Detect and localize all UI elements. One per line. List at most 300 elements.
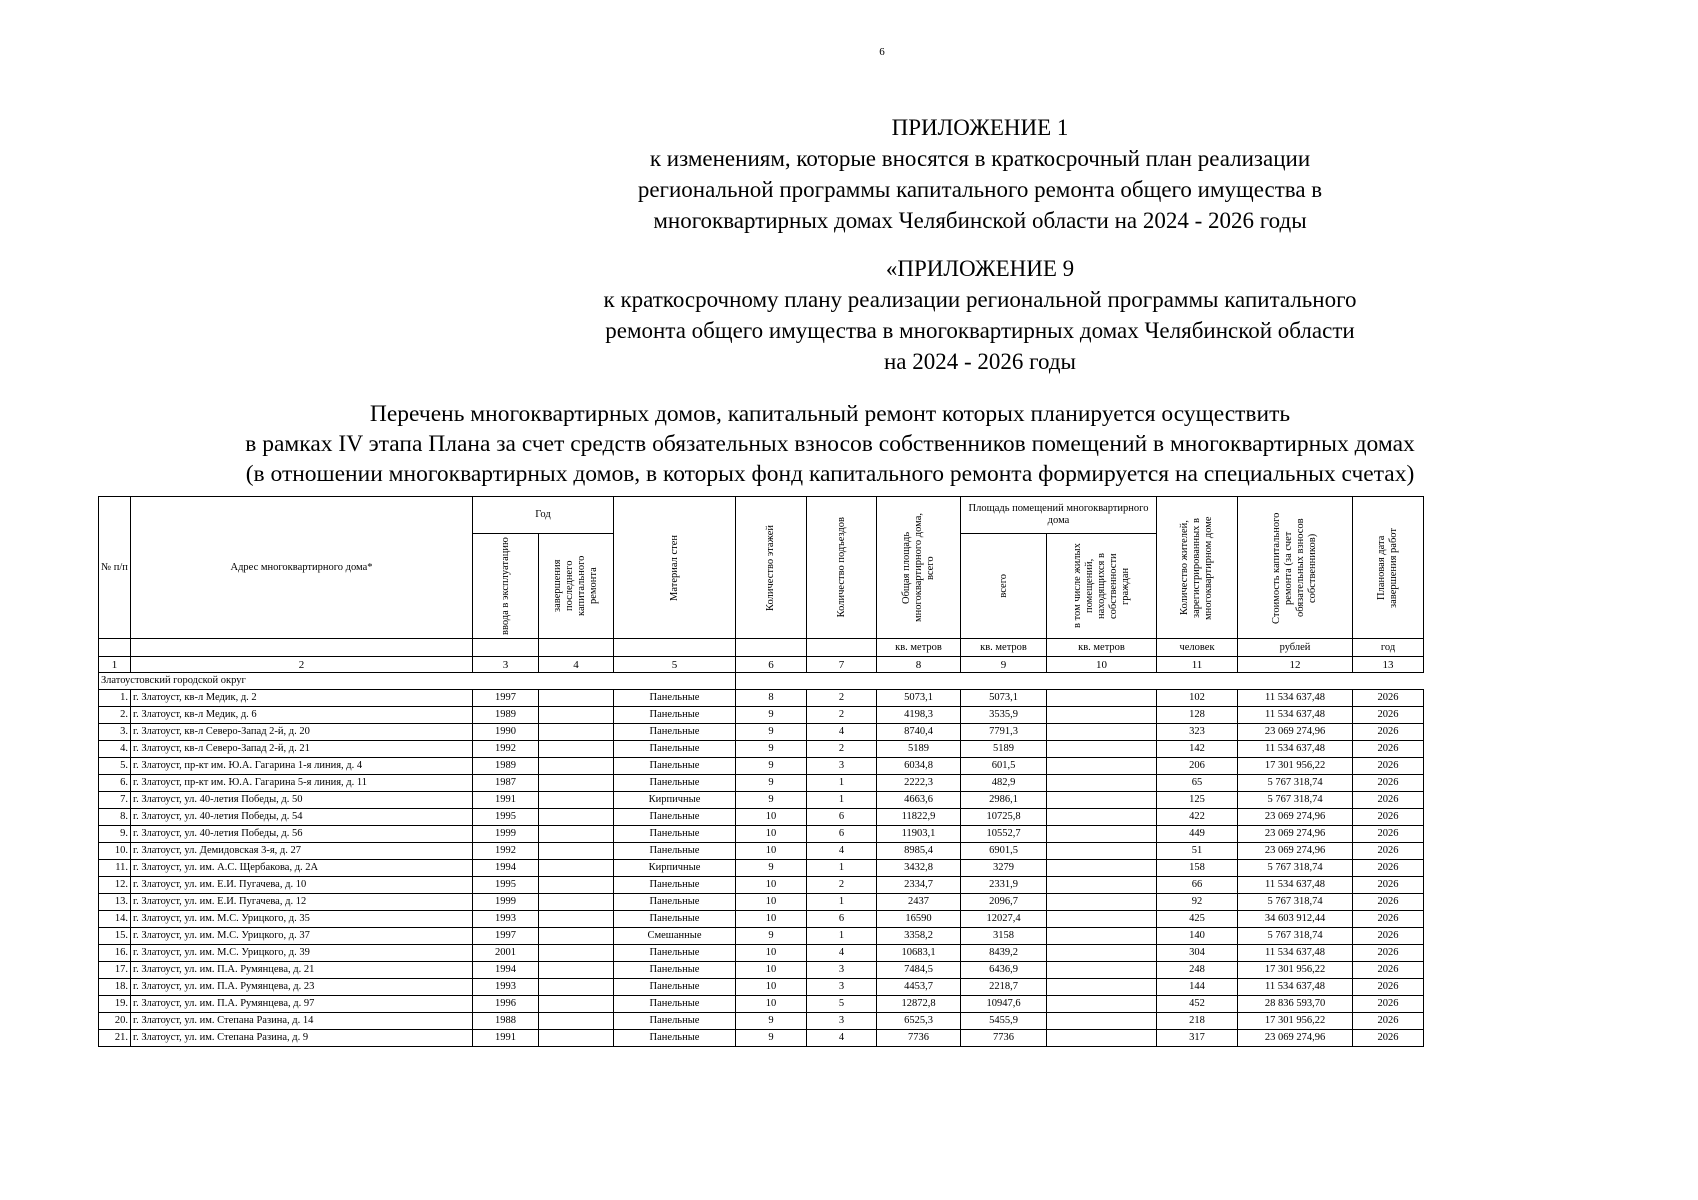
row-entrances: 4 [807,843,877,860]
row-address: г. Златоуст, кв-л Медик, д. 6 [131,707,473,724]
row-address: г. Златоуст, ул. им. П.А. Румянцева, д. 23 [131,979,473,996]
row-year-commission: 1997 [473,690,539,707]
row-floors: 9 [736,758,807,775]
column-number: 9 [961,657,1047,673]
table-row [99,826,1424,843]
row-residents: 425 [1157,911,1238,928]
row-address: г. Златоуст, кв-л Северо-Запад 2-й, д. 21 [131,741,473,758]
row-cost: 11 534 637,48 [1238,979,1353,996]
row-year-last-repair [539,843,614,860]
list-title [60,399,1600,489]
row-year-last-repair [539,945,614,962]
unit-cost: рублей [1238,639,1353,657]
unit-premises-citizens: кв. метров [1047,639,1157,657]
row-premises-citizens [1047,1013,1157,1030]
row-completion-year: 2026 [1353,826,1424,843]
row-completion-year: 2026 [1353,911,1424,928]
row-premises-citizens [1047,928,1157,945]
column-number: 11 [1157,657,1238,673]
row-number: 2. [99,707,131,724]
row-total-area: 5073,1 [877,690,961,707]
houses-table [98,496,1424,1047]
row-cost: 5 767 318,74 [1238,792,1353,809]
row-premises-citizens [1047,724,1157,741]
row-number: 9. [99,826,131,843]
row-completion-year: 2026 [1353,843,1424,860]
row-wall-material: Панельные [614,826,736,843]
row-address: г. Златоуст, ул. 40-летия Победы, д. 54 [131,809,473,826]
unit-residents: человек [1157,639,1238,657]
row-address: г. Златоуст, ул. им. М.С. Урицкого, д. 35 [131,911,473,928]
row-year-commission: 1988 [473,1013,539,1030]
row-address: г. Златоуст, ул. им. П.А. Румянцева, д. 21 [131,962,473,979]
row-residents: 248 [1157,962,1238,979]
header-premises-citizens-text: в том числе жилых помещений, находящихся в собственности граждан [1071,543,1131,629]
row-year-last-repair [539,826,614,843]
annex-1-line: региональной программы капитального ремонта общего имущества в [637,177,1323,202]
row-premises-citizens [1047,996,1157,1013]
row-year-commission: 1989 [473,707,539,724]
row-entrances: 6 [807,826,877,843]
row-premises-citizens [1047,945,1157,962]
row-wall-material: Панельные [614,707,736,724]
table-row [99,792,1424,809]
table-row [99,690,1424,707]
row-year-last-repair [539,792,614,809]
row-completion-year: 2026 [1353,775,1424,792]
row-wall-material: Панельные [614,843,736,860]
row-year-commission: 1994 [473,962,539,979]
row-residents: 66 [1157,877,1238,894]
row-premises-total: 7791,3 [961,724,1047,741]
table-row [99,996,1424,1013]
row-entrances: 6 [807,911,877,928]
row-year-last-repair [539,962,614,979]
table-row [99,707,1424,724]
row-floors: 10 [736,979,807,996]
row-premises-citizens [1047,894,1157,911]
row-entrances: 4 [807,724,877,741]
row-residents: 218 [1157,1013,1238,1030]
row-premises-citizens [1047,1030,1157,1047]
row-floors: 10 [736,996,807,1013]
row-wall-material: Панельные [614,945,736,962]
row-number: 1. [99,690,131,707]
column-numbers-row [99,657,1424,673]
column-number: 12 [1238,657,1353,673]
row-year-commission: 1999 [473,826,539,843]
row-entrances: 1 [807,894,877,911]
list-title-line: в рамках IV этапа Плана за счет средств обязательных взносов собственников помещений в многоквартирных домах [245,431,1415,457]
row-floors: 10 [736,911,807,928]
row-year-last-repair [539,860,614,877]
row-year-commission: 1992 [473,843,539,860]
row-completion-year: 2026 [1353,996,1424,1013]
row-premises-total: 6901,5 [961,843,1047,860]
row-completion-year: 2026 [1353,792,1424,809]
header-floors [736,497,807,639]
row-floors: 9 [736,1030,807,1047]
row-premises-citizens [1047,758,1157,775]
row-cost: 11 534 637,48 [1238,690,1353,707]
header-address: Адрес многоквартирного дома* [131,497,473,639]
row-premises-total: 3158 [961,928,1047,945]
row-floors: 9 [736,724,807,741]
list-title-line: Перечень многоквартирных домов, капитальный ремонт которых планируется осуществить [369,401,1291,427]
header-num: № п/п [99,497,131,639]
row-cost: 23 069 274,96 [1238,843,1353,860]
header-premises-group-text: Площадь помещений многоквартирного дома [968,503,1149,526]
annex-9-title: «ПРИЛОЖЕНИЕ 9 [885,256,1075,281]
row-premises-total: 2218,7 [961,979,1047,996]
table-row [99,843,1424,860]
row-number: 18. [99,979,131,996]
row-premises-total: 3279 [961,860,1047,877]
row-year-last-repair [539,758,614,775]
row-total-area: 8740,4 [877,724,961,741]
row-number: 6. [99,775,131,792]
row-premises-citizens [1047,707,1157,724]
table-row [99,979,1424,996]
row-floors: 10 [736,843,807,860]
row-cost: 28 836 593,70 [1238,996,1353,1013]
row-cost: 23 069 274,96 [1238,809,1353,826]
table-row [99,911,1424,928]
header-residents [1157,497,1238,639]
row-year-last-repair [539,996,614,1013]
row-wall-material: Панельные [614,1030,736,1047]
row-entrances: 2 [807,741,877,758]
row-wall-material: Панельные [614,775,736,792]
row-entrances: 1 [807,775,877,792]
table-row [99,724,1424,741]
row-number: 3. [99,724,131,741]
region-row [99,673,1424,690]
row-premises-total: 5455,9 [961,1013,1047,1030]
row-floors: 10 [736,894,807,911]
table-row [99,877,1424,894]
row-year-last-repair [539,928,614,945]
row-completion-year: 2026 [1353,741,1424,758]
table-row [99,741,1424,758]
row-premises-total: 10947,6 [961,996,1047,1013]
row-year-last-repair [539,724,614,741]
table-row [99,962,1424,979]
row-wall-material: Панельные [614,758,736,775]
row-premises-total: 482,9 [961,775,1047,792]
row-total-area: 5189 [877,741,961,758]
row-residents: 304 [1157,945,1238,962]
row-residents: 158 [1157,860,1238,877]
header-year-group: Год [473,497,614,534]
column-number: 2 [131,657,473,673]
row-address: г. Златоуст, ул. им. Е.И. Пугачева, д. 12 [131,894,473,911]
row-number: 21. [99,1030,131,1047]
row-number: 11. [99,860,131,877]
header-premises-group [961,497,1157,534]
row-year-commission: 1993 [473,979,539,996]
header-premises-citizens [1047,534,1157,639]
row-premises-citizens [1047,690,1157,707]
row-address: г. Златоуст, ул. 40-летия Победы, д. 56 [131,826,473,843]
row-cost: 17 301 956,22 [1238,962,1353,979]
row-number: 7. [99,792,131,809]
row-year-last-repair [539,741,614,758]
row-residents: 128 [1157,707,1238,724]
row-total-area: 2437 [877,894,961,911]
row-number: 14. [99,911,131,928]
row-total-area: 2334,7 [877,877,961,894]
unit-premises-total: кв. метров [961,639,1047,657]
row-year-last-repair [539,1013,614,1030]
row-premises-citizens [1047,809,1157,826]
row-floors: 8 [736,690,807,707]
row-residents: 144 [1157,979,1238,996]
column-number: 1 [99,657,131,673]
row-number: 15. [99,928,131,945]
row-number: 8. [99,809,131,826]
annex-1-title: ПРИЛОЖЕНИЕ 1 [891,115,1069,140]
row-floors: 9 [736,707,807,724]
row-number: 10. [99,843,131,860]
row-premises-citizens [1047,792,1157,809]
row-address: г. Златоуст, кв-л Северо-Запад 2-й, д. 20 [131,724,473,741]
row-address: г. Златоуст, ул. им. А.С. Щербакова, д. 2А [131,860,473,877]
row-year-last-repair [539,877,614,894]
annex-9-line: к краткосрочному плану реализации региональной программы капитального [603,287,1357,312]
row-premises-citizens [1047,775,1157,792]
table-row [99,860,1424,877]
row-total-area: 12872,8 [877,996,961,1013]
row-premises-citizens [1047,826,1157,843]
header-wall-material-text: Материал стен [668,534,680,601]
row-wall-material: Панельные [614,894,736,911]
row-wall-material: Смешанные [614,928,736,945]
row-completion-year: 2026 [1353,962,1424,979]
row-cost: 23 069 274,96 [1238,826,1353,843]
annex-9-block [540,253,1420,377]
row-residents: 102 [1157,690,1238,707]
header-year-last-repair [539,534,614,639]
annex-1-block [540,112,1420,236]
header-year-commission-text: ввода в эксплуатацию [499,537,511,635]
column-number: 10 [1047,657,1157,673]
header-premises-total-text: всего [997,574,1009,598]
row-completion-year: 2026 [1353,809,1424,826]
row-cost: 11 534 637,48 [1238,877,1353,894]
row-cost: 34 603 912,44 [1238,911,1353,928]
row-entrances: 3 [807,758,877,775]
row-address: г. Златоуст, пр-кт им. Ю.А. Гагарина 5-я линия, д. 11 [131,775,473,792]
row-wall-material: Панельные [614,962,736,979]
row-total-area: 7484,5 [877,962,961,979]
row-address: г. Златоуст, ул. им. П.А. Румянцева, д. 97 [131,996,473,1013]
table-row [99,894,1424,911]
row-year-commission: 1995 [473,809,539,826]
row-year-last-repair [539,1030,614,1047]
row-premises-total: 6436,9 [961,962,1047,979]
table-header [99,497,1424,673]
column-number: 8 [877,657,961,673]
row-floors: 9 [736,741,807,758]
row-cost: 23 069 274,96 [1238,1030,1353,1047]
header-year-commission [473,534,539,639]
row-total-area: 8985,4 [877,843,961,860]
row-total-area: 6525,3 [877,1013,961,1030]
table-row [99,775,1424,792]
row-entrances: 6 [807,809,877,826]
row-year-commission: 1991 [473,792,539,809]
row-completion-year: 2026 [1353,758,1424,775]
row-entrances: 4 [807,945,877,962]
units-row [99,639,1424,657]
row-total-area: 4663,6 [877,792,961,809]
row-entrances: 4 [807,1030,877,1047]
row-completion-year: 2026 [1353,945,1424,962]
column-number: 3 [473,657,539,673]
row-number: 19. [99,996,131,1013]
row-total-area: 16590 [877,911,961,928]
header-total-area-text: Общая площадь многоквартирного дома, всего [900,513,936,622]
row-premises-citizens [1047,860,1157,877]
row-floors: 10 [736,945,807,962]
column-number: 5 [614,657,736,673]
table-row [99,1013,1424,1030]
row-residents: 323 [1157,724,1238,741]
row-entrances: 2 [807,690,877,707]
row-entrances: 2 [807,877,877,894]
row-residents: 125 [1157,792,1238,809]
row-cost: 5 767 318,74 [1238,860,1353,877]
row-total-area: 7736 [877,1030,961,1047]
row-residents: 317 [1157,1030,1238,1047]
row-completion-year: 2026 [1353,877,1424,894]
row-completion-year: 2026 [1353,894,1424,911]
row-total-area: 4453,7 [877,979,961,996]
row-residents: 449 [1157,826,1238,843]
row-entrances: 1 [807,928,877,945]
row-number: 12. [99,877,131,894]
row-completion-year: 2026 [1353,724,1424,741]
row-year-last-repair [539,775,614,792]
header-cost-text: Стоимость капитального ремонта (за счет обязательных взносов собственников) [1271,511,1318,624]
list-title-line: (в отношении многоквартирных домов, в которых фонд капитального ремонта формируется на специальных счетах) [245,461,1415,487]
header-completion [1353,497,1424,639]
row-wall-material: Панельные [614,741,736,758]
row-completion-year: 2026 [1353,928,1424,945]
row-year-commission: 1996 [473,996,539,1013]
header-residents-text: Количество жителей, зарегистрированных в многоквартирном доме [1179,515,1214,620]
row-completion-year: 2026 [1353,690,1424,707]
row-cost: 11 534 637,48 [1238,707,1353,724]
row-entrances: 1 [807,860,877,877]
row-premises-total: 2331,9 [961,877,1047,894]
row-premises-citizens [1047,741,1157,758]
row-residents: 206 [1157,758,1238,775]
row-wall-material: Панельные [614,724,736,741]
column-number: 13 [1353,657,1424,673]
row-number: 13. [99,894,131,911]
row-year-commission: 1989 [473,758,539,775]
unit-total-area: кв. метров [877,639,961,657]
row-floors: 10 [736,826,807,843]
row-entrances: 5 [807,996,877,1013]
row-number: 17. [99,962,131,979]
header-premises-total [961,534,1047,639]
annex-1-line: многоквартирных домах Челябинской области на 2024 - 2026 годы [653,208,1307,233]
row-year-commission: 2001 [473,945,539,962]
row-floors: 9 [736,860,807,877]
row-year-commission: 1994 [473,860,539,877]
row-entrances: 3 [807,962,877,979]
row-wall-material: Кирпичные [614,792,736,809]
row-floors: 9 [736,1013,807,1030]
row-premises-total: 7736 [961,1030,1047,1047]
table-body [99,673,1424,1047]
row-residents: 65 [1157,775,1238,792]
annex-9-line: на 2024 - 2026 годы [883,349,1077,374]
row-wall-material: Панельные [614,690,736,707]
row-cost: 17 301 956,22 [1238,1013,1353,1030]
row-completion-year: 2026 [1353,1013,1424,1030]
row-total-area: 11822,9 [877,809,961,826]
row-number: 4. [99,741,131,758]
header-entrances-text: Количество подъездов [835,517,847,618]
row-entrances: 3 [807,1013,877,1030]
row-premises-citizens [1047,843,1157,860]
row-total-area: 11903,1 [877,826,961,843]
row-address: г. Златоуст, ул. Демидовская 3-я, д. 27 [131,843,473,860]
row-wall-material: Панельные [614,979,736,996]
header-completion-text: Плановая дата завершения работ [1376,527,1399,608]
row-year-last-repair [539,690,614,707]
row-floors: 9 [736,775,807,792]
row-total-area: 3432,8 [877,860,961,877]
row-cost: 5 767 318,74 [1238,928,1353,945]
row-address: г. Златоуст, ул. 40-летия Победы, д. 50 [131,792,473,809]
table-row [99,928,1424,945]
row-address: г. Златоуст, пр-кт им. Ю.А. Гагарина 1-я линия, д. 4 [131,758,473,775]
row-year-commission: 1991 [473,1030,539,1047]
row-premises-total: 2986,1 [961,792,1047,809]
row-total-area: 6034,8 [877,758,961,775]
row-completion-year: 2026 [1353,979,1424,996]
row-floors: 9 [736,792,807,809]
row-year-commission: 1990 [473,724,539,741]
row-residents: 92 [1157,894,1238,911]
row-year-last-repair [539,979,614,996]
row-number: 5. [99,758,131,775]
row-premises-total: 2096,7 [961,894,1047,911]
row-wall-material: Панельные [614,996,736,1013]
row-year-last-repair [539,809,614,826]
row-premises-total: 3535,9 [961,707,1047,724]
row-address: г. Златоуст, ул. им. Степана Разина, д. 9 [131,1030,473,1047]
row-premises-citizens [1047,962,1157,979]
row-cost: 11 534 637,48 [1238,945,1353,962]
row-address: г. Златоуст, кв-л Медик, д. 2 [131,690,473,707]
row-entrances: 2 [807,707,877,724]
row-completion-year: 2026 [1353,1030,1424,1047]
row-premises-citizens [1047,911,1157,928]
header-entrances [807,497,877,639]
row-residents: 140 [1157,928,1238,945]
row-floors: 10 [736,877,807,894]
row-year-commission: 1999 [473,894,539,911]
row-premises-citizens [1047,877,1157,894]
row-residents: 51 [1157,843,1238,860]
row-cost: 23 069 274,96 [1238,724,1353,741]
